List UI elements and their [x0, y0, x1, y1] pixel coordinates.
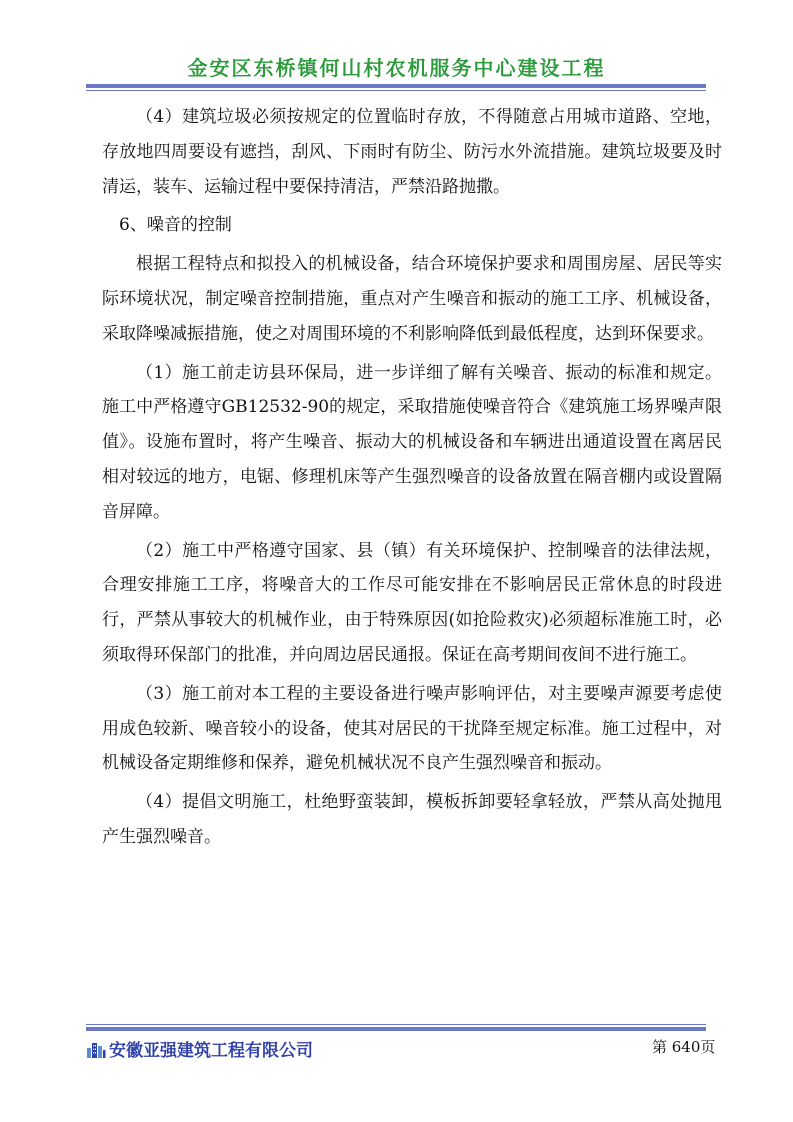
- header-rule-thick: [86, 84, 706, 88]
- document-body: [102, 100, 722, 855]
- header-rule-thin: [86, 90, 706, 91]
- paragraph: （4）建筑垃圾必须按规定的位置临时存放，不得随意占用城市道路、空地，存放地四周要设有遮挡，刮风、下雨时有防尘、防污水外流措施。建筑垃圾要及时清运，装车、运输过程中要保持清洁，严禁沿路抛撒。: [102, 107, 722, 197]
- page-number: 第 640页: [652, 1038, 716, 1056]
- paragraph: （2）施工中严格遵守国家、县（镇）有关环境保护、控制噪音的法律法规，合理安排施工工序，将噪音大的工作尽可能安排在不影响居民正常休息的时段进行，严禁从事较大的机械作业，由于特殊原因(如抢险救灾)必须超标准施工时，必须取得环保部门的批准，并向周边居民通报。保证在高考期间夜间不进行施工。: [102, 540, 722, 665]
- footer-rule-thin: [86, 1024, 706, 1025]
- paragraph: （4）提倡文明施工，杜绝野蛮装卸，模板拆卸要轻拿轻放，严禁从高处抛甩产生强烈噪音。: [102, 792, 722, 847]
- section-heading: 6、噪音的控制: [119, 215, 232, 236]
- header-title: 金安区东桥镇何山村农机服务中心建设工程: [187, 56, 606, 80]
- building-logo-icon: [86, 1040, 106, 1058]
- paragraph: 根据工程特点和拟投入的机械设备，结合环境保护要求和周围房屋、居民等实际环境状况，制定噪音控制措施，重点对产生噪音和振动的施工工序、机械设备，采取降噪减振措施，使之对周围环境的不利影响降低到最低程度，达到环保要求。: [102, 254, 722, 344]
- paragraph: （3）施工前对本工程的主要设备进行噪声影响评估，对主要噪声源要考虑使用成色较新、噪音较小的设备，使其对居民的干扰降至规定标准。施工过程中，对机械设备定期维修和保养，避免机械状况不良产生强烈噪音和振动。: [102, 683, 722, 774]
- company-name: 安徽亚强建筑工程有限公司: [109, 1041, 313, 1061]
- footer-rule-thick: [86, 1027, 706, 1031]
- footer-company: [86, 1036, 313, 1061]
- paragraph: （1）施工前走访县环保局，进一步详细了解有关噪音、振动的标准和规定。施工中严格遵守GB12532-90的规定，采取措施使噪音符合《建筑施工场界噪声限值》。设施布置时，将产生噪音、振动大的机械设备和车辆进出通道设置在离居民相对较远的地方，电锯、修理机床等产生强烈噪音的设备放置在隔音棚内或设置隔音屏障。: [102, 362, 722, 522]
